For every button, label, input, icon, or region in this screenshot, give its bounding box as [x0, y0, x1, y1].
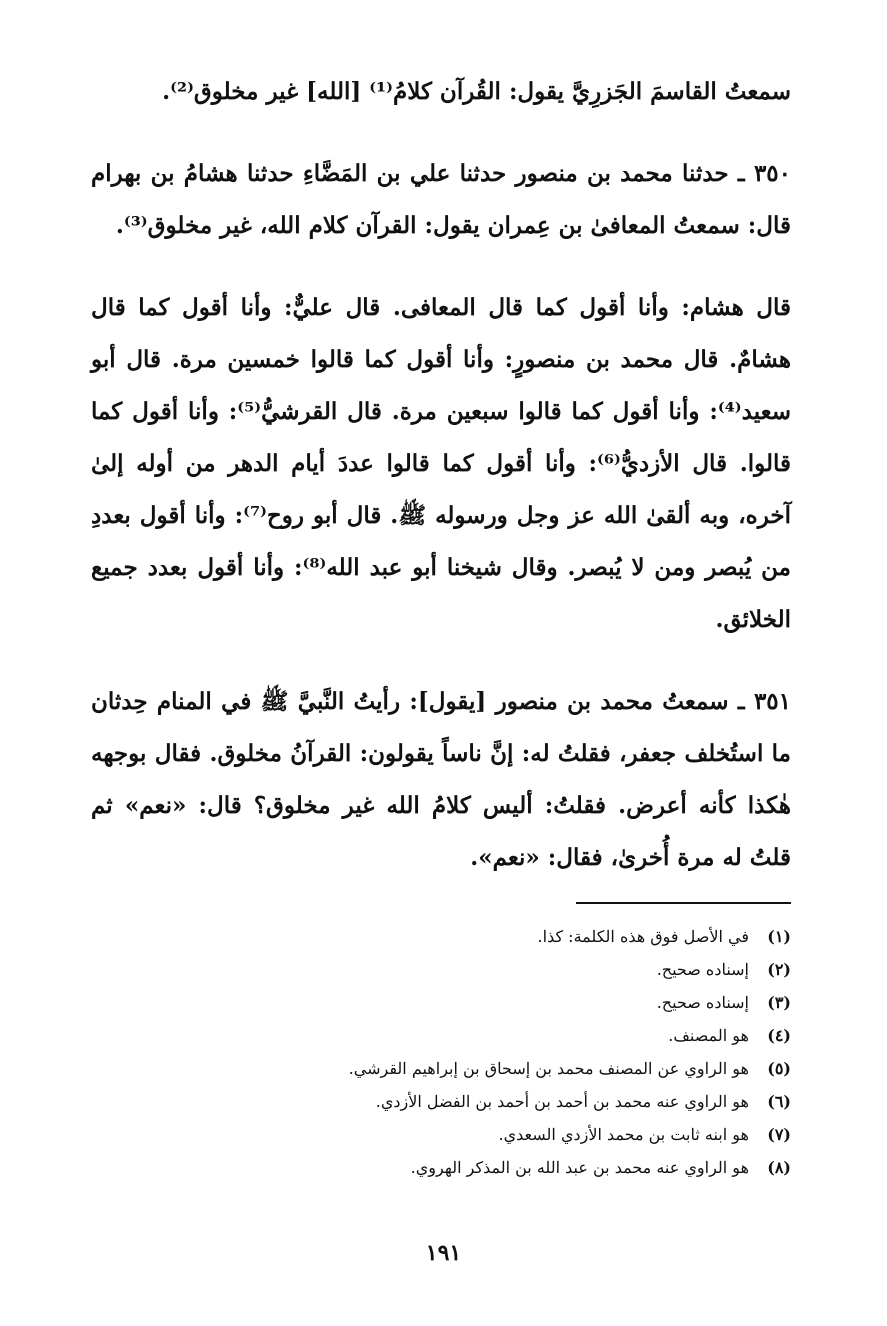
footnote-number: (٨)	[767, 1158, 791, 1177]
paragraph-opening: سمعتُ القاسمَ الجَزرِيَّ يقول: القُرآن كلامُ⁽¹⁾ [الله] غير مخلوق⁽²⁾.	[162, 78, 791, 105]
footnote-number: (٦)	[767, 1092, 791, 1111]
paragraph-350: ٣٥٠ ـ حدثنا محمد بن منصور حدثنا علي بن المَضَّاءِ حدثنا هشامُ بن بهرام قال: سمعتُ المعافىٰ بن عِمران يقول: القرآن كلام الله، غير مخلوق⁽³⁾.	[91, 160, 791, 239]
footnote-number: (٣)	[767, 993, 791, 1012]
paragraph-351: ٣٥١ ـ سمعتُ محمد بن منصور [يقول]: رأيتُ النَّبيَّ ﷺ في المنام حِدثان ما استُخلف جعفر، فقلتُ له: إنَّ ناساً يقولون: القرآنُ مخلوق. فقال بوجهه هٰكذا كأنه أعرض. فقلتُ: أليس كلامُ الله غير مخلوق؟ قال: «نعم» ثم قلتُ له مرة أُخرىٰ، فقال: «نعم».	[91, 688, 791, 871]
footnote-2	[91, 953, 791, 986]
footnote-text: هو الراوي عنه محمد بن أحمد بن أحمد بن الفضل الأزدي.	[375, 1092, 749, 1111]
footnote-number: (٧)	[767, 1125, 791, 1144]
footnote-1	[91, 920, 791, 953]
footnote-number: (٥)	[767, 1059, 791, 1078]
footnote-text: هو الراوي عن المصنف محمد بن إسحاق بن إبراهيم القرشي.	[348, 1059, 749, 1078]
footnote-4	[91, 1019, 791, 1052]
footnote-number: (٢)	[767, 960, 791, 979]
footnote-number: (٤)	[767, 1026, 791, 1045]
footnote-6	[91, 1085, 791, 1118]
footnote-text: إسناده صحيح.	[656, 960, 749, 979]
footnote-text: هو الراوي عنه محمد بن عبد الله بن المذكر الهروي.	[410, 1158, 749, 1177]
footnote-divider	[576, 902, 791, 904]
paragraph-commentary: قال هشام: وأنا أقول كما قال المعافى. قال عليٌّ: وأنا أقول كما قال هشامٌ. قال محمد بن منصورٍ: وأنا أقول كما قالوا خمسين مرة. قال أبو سعيد⁽⁴⁾: وأنا أقول كما قالوا سبعين مرة. قال القرشيُّ⁽⁵⁾: وأنا أقول كما قالوا. قال الأزديُّ⁽⁶⁾: وأنا أقول كما قالوا عددَ أيام الدهر من أوله إلىٰ آخره، وبه ألقىٰ الله عز وجل ورسوله ﷺ. قال أبو روح⁽⁷⁾: وأنا أقول بعددِ من يُبصر ومن لا يُبصر. وقال شيخنا أبو عبد الله⁽⁸⁾: وأنا أقول بعدد جميع الخلائق.	[91, 294, 792, 633]
footnote-3	[91, 986, 791, 1019]
footnotes-list	[91, 920, 791, 1184]
footnote-text: هو ابنه ثابت بن محمد الأزدي السعدي.	[498, 1125, 749, 1144]
page-number: ١٩١	[425, 1240, 462, 1266]
footnote-7	[91, 1118, 791, 1151]
footnote-text: هو المصنف.	[668, 1026, 749, 1045]
footnote-5	[91, 1052, 791, 1085]
footnote-text: إسناده صحيح.	[656, 993, 749, 1012]
footnote-number: (١)	[767, 927, 791, 946]
footnote-8	[91, 1151, 791, 1184]
main-text	[91, 66, 791, 884]
footnote-text: في الأصل فوق هذه الكلمة: كذا.	[537, 927, 749, 946]
